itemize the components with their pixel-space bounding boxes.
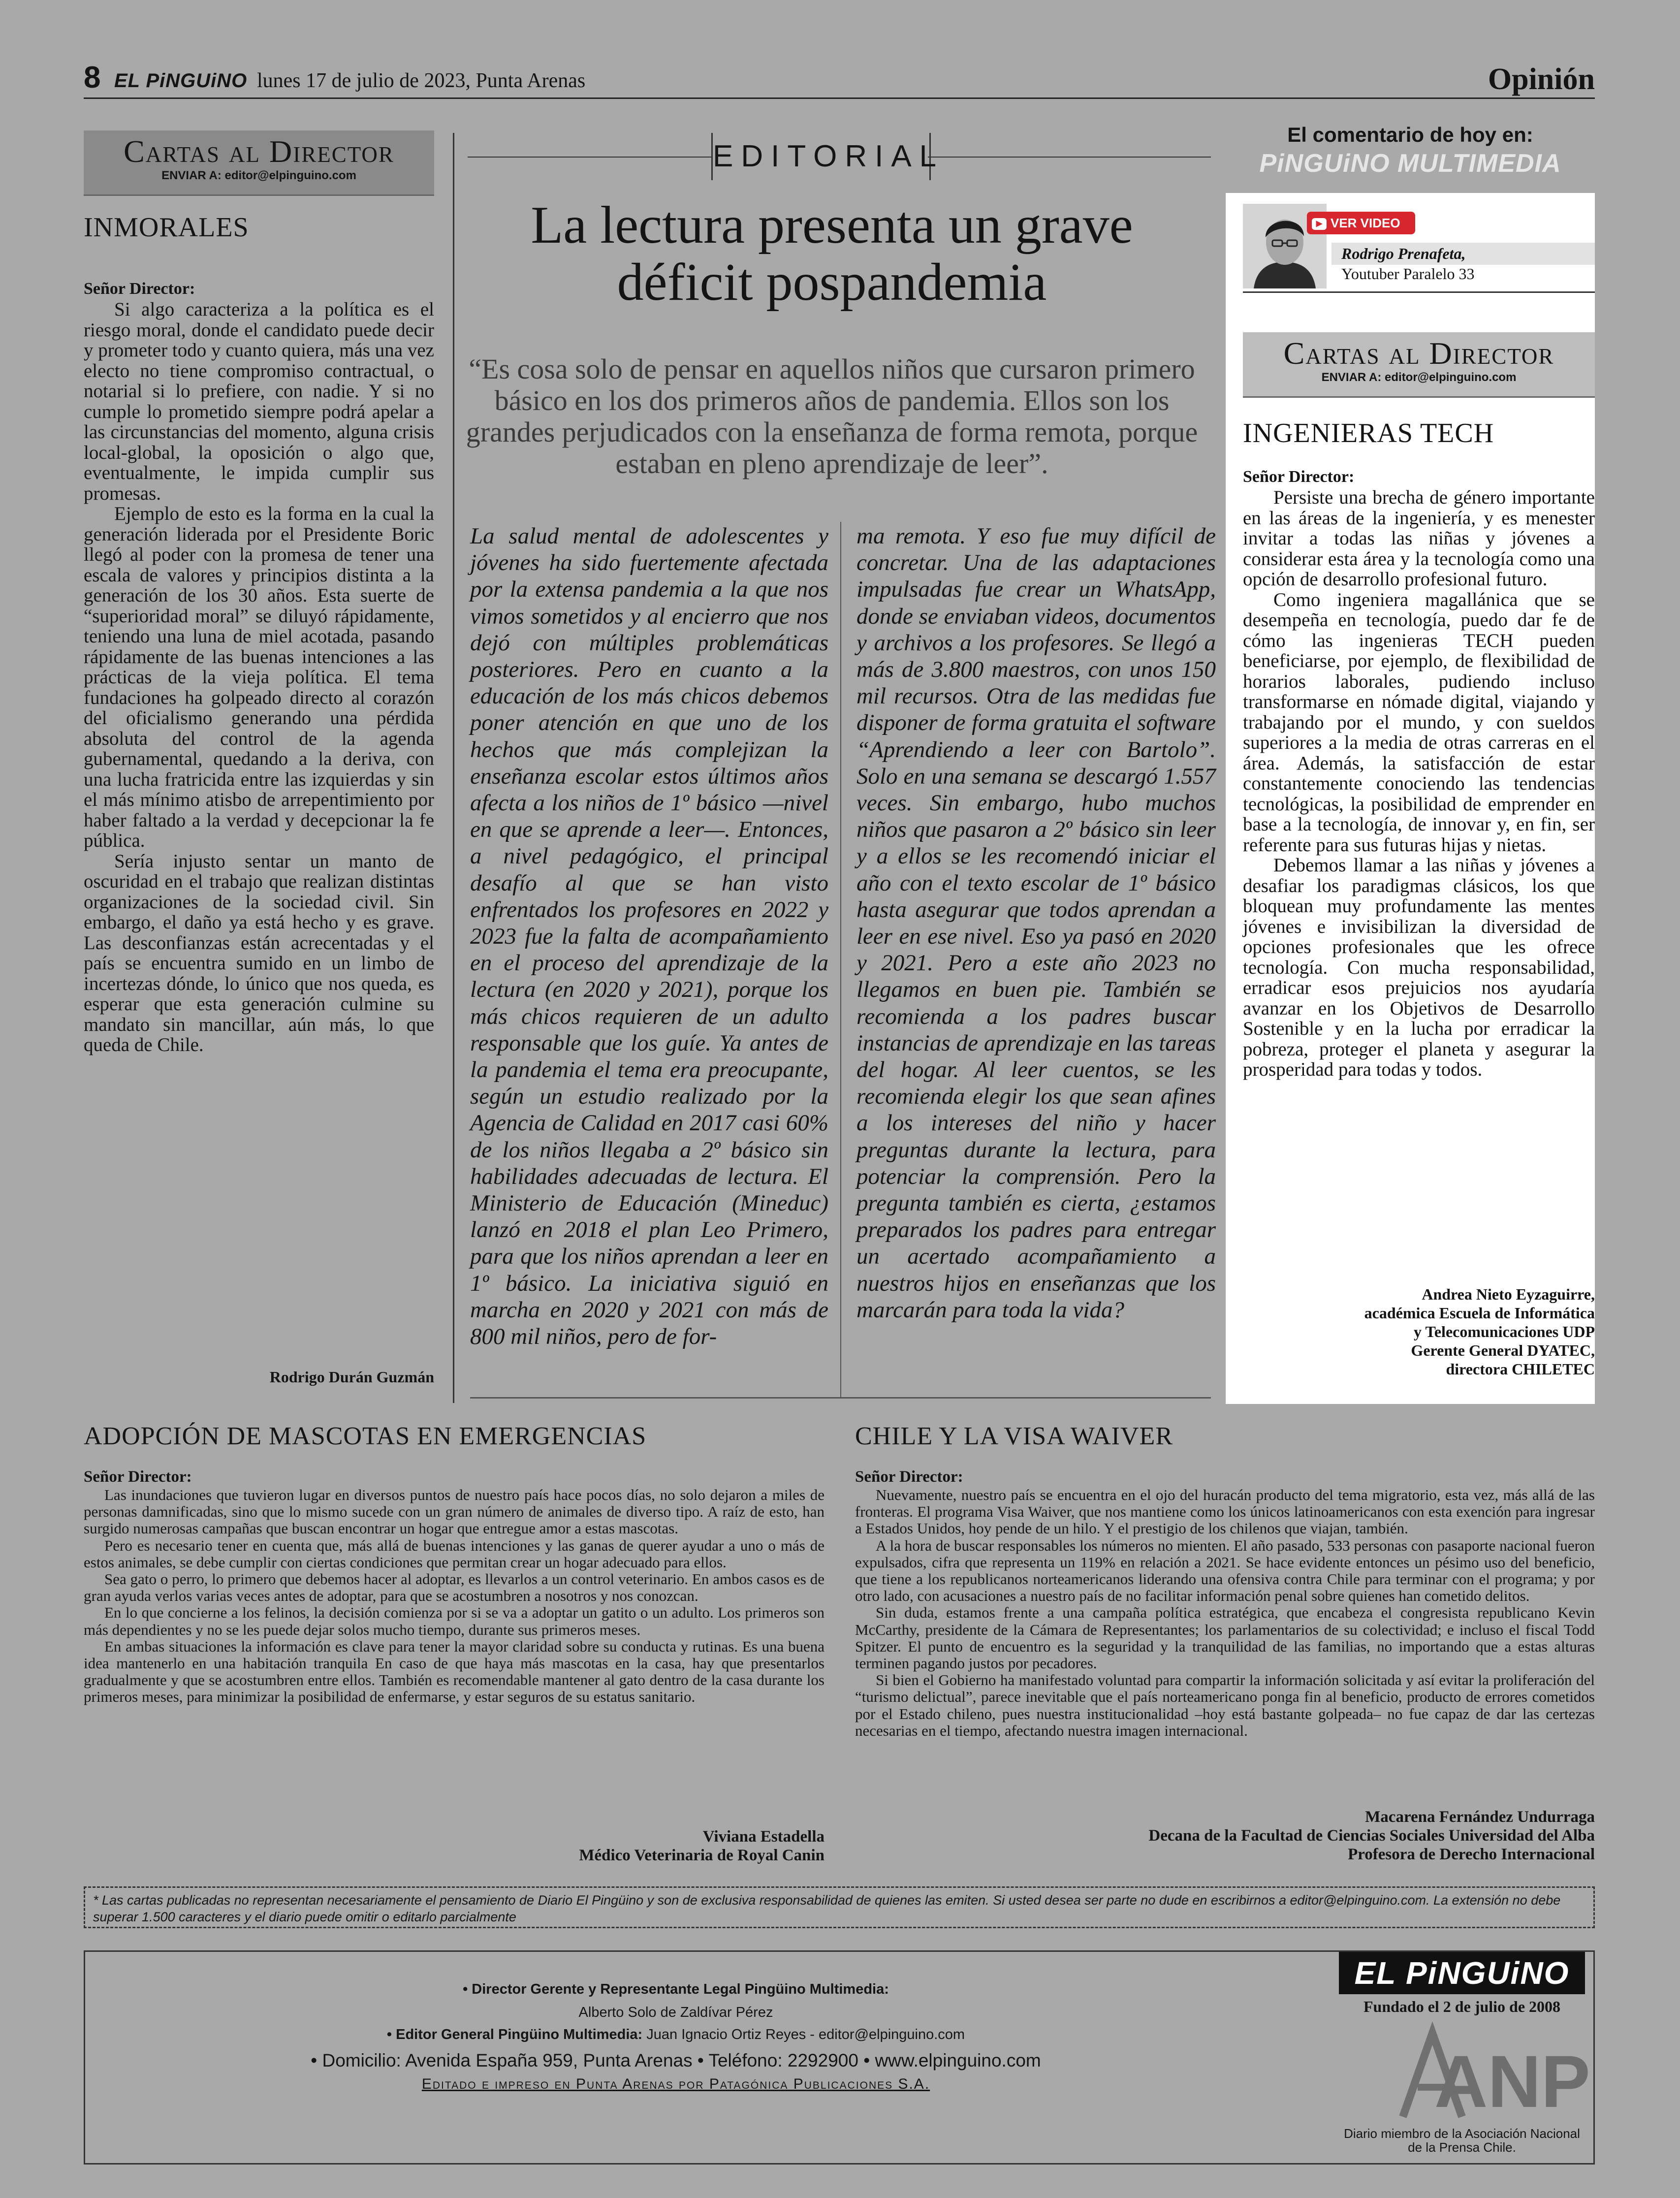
cartas-title: Cartas al Director — [124, 134, 394, 169]
letter-paragraph: Persiste una brecha de género importante en las áreas de la ingeniería, y es menester invitar a todas las niñas y jóvenes a considerar esta área y la tecnología como una opción de desarrollo profesional futuro. — [1243, 487, 1595, 590]
letter-heading: CHILE Y LA VISA WAIVER — [855, 1422, 1173, 1450]
signature-line: Andrea Nieto Eyzaguirre, — [1422, 1285, 1595, 1303]
letter-paragraph: En lo que concierne a los felinos, la decisión comienza por si se va a adoptar un gatito o un adulto. Los primeros son más dependientes y no se les puede dejar solos mucho tiempo, durante sus primeros meses. — [84, 1604, 824, 1638]
signature-line: directora CHILETEC — [1446, 1360, 1595, 1378]
letter-paragraph: Sea gato o perro, lo primero que debemos hacer al adoptar, es llevarlos a un control veterinario. En ambos casos es de gran ayuda verlos varias veces antes de adoptar, para que se acostumbren a nosotros y nos conozcan. — [84, 1570, 824, 1605]
signature-line: Viviana Estadella — [702, 1828, 824, 1846]
date-place: lunes 17 de julio de 2023, Punta Arenas — [257, 69, 586, 92]
editorial-column-2: ma remota. Y eso fue muy difícil de concretar. Una de las adaptaciones impulsadas fue crear un WhatsApp, donde se enviaban videos, documentos y archivos a los profesores. Se llegó a más de 3.800 maestros, con unos 150 mil recursos. Otra de las medidas fue disponer de forma gratuita el software “Aprendiendo a leer con Bartolo”. Solo en una semana se descargó 1.557 veces. Sin embargo, hubo muchos niños que pasaron a 2º básico sin leer y a ellos se les recomendó iniciar el año con el texto escolar de 1º básico hasta asegurar que todos aprendan a leer en ese nivel. Eso ya pasó en 2020 y 2021. Pero a este año 2023 no llegamos en buen pie. También se recomienda a los padres buscar instancias de aprendizaje en las tareas del hogar. Al leer cuentos, se les recomienda elegir los que sean afines a los intereses del niño y hacer preguntas durante la lectura, para potenciar la comprensión. Pero la pregunta también es cierta, ¿estamos preparados los padres para entregar un acertado acompañamiento a nuestros hijos en enseñanzas que los marcarán para toda la vida? — [856, 523, 1216, 1323]
letter-paragraph: Nuevamente, nuestro país se encuentra en el ojo del huracán producto del tema migratorio, esta vez, más allá de las fronteras. El programa Visa Waiver, que nos mantiene como los únicos latinoamericanos con esta exención para ingresar a Estados Unidos, hoy pende de un hilo. Y el prestigio de los chilenos que viajan, también. — [855, 1486, 1595, 1537]
letter-signature: Rodrigo Durán Guzmán — [269, 1368, 434, 1386]
letter-signature — [1243, 1285, 1595, 1378]
letter-heading: ADOPCIÓN DE MASCOTAS EN EMERGENCIAS — [84, 1422, 647, 1450]
anp-logo-icon — [1398, 2023, 1590, 2124]
video-button-label: VER VIDEO — [1331, 216, 1400, 230]
page-header — [84, 59, 1595, 99]
youtuber-role: Youtuber Paralelo 33 — [1341, 265, 1475, 283]
founded-date: Fundado el 2 de julio de 2008 — [1363, 1998, 1561, 2015]
letter-paragraph: Las inundaciones que tuvieron lugar en diversos puntos de nuestro país hace pocos días, no solo dejaron a miles de personas damnificadas, sino que lo mismo sucede con un gran número de animales de diverso tipo. A raíz de esto, han surgido numerosas campañas que buscan encontrar un hogar que entregue amor a estas mascotas. — [84, 1486, 824, 1537]
letter-salutation: Señor Director: — [1243, 468, 1355, 486]
signature-line: Profesora de Derecho Internacional — [1348, 1846, 1595, 1863]
printed-by-wrap — [85, 2076, 1267, 2093]
letter-signature — [855, 1808, 1595, 1864]
section-title: Opinión — [1488, 63, 1595, 96]
editor-credit — [85, 2027, 1267, 2043]
letter-body — [1243, 487, 1595, 1080]
signature-line: académica Escuela de Informática — [1364, 1304, 1595, 1322]
page-number: 8 — [84, 61, 101, 95]
editor-name: Juan Ignacio Ortiz Reyes - editor@elpinguino.com — [646, 2027, 965, 2042]
youtuber-name: Rodrigo Prenafeta, — [1341, 245, 1466, 262]
cartas-email: ENVIAR A: editor@elpinguino.com — [1321, 371, 1517, 384]
signature-line: Macarena Fernández Undurraga — [1365, 1808, 1595, 1826]
footer-logo: EL PiNGUiNO — [1339, 1952, 1585, 1994]
letter-heading: INMORALES — [84, 212, 249, 243]
signature-line: Médico Veterinaria de Royal Canin — [579, 1847, 824, 1864]
editorial-column-1: La salud mental de adolescentes y jóvenes ha sido fuertemente afectada por la extensa pandemia a la que nos vimos sometidos y al encierro que nos dejó con múltiples problemáticas posteriores. Pero en cuanto a la educación de los más chicos debemos poner atención en que uno de los hechos que más complejizan la enseñanza escolar estos últimos años afecta a los niños de 1º básico —nivel en que se aprende a leer—. Entonces, a nivel pedagógico, el principal desafío al que se han visto enfrentados los profesores en 2022 y 2023 fue la falta de acompañamiento en el proceso del aprendizaje de la lectura (en 2020 y 2021), porque los más chicos requieren de un adulto responsable que los guíe. Ya antes de la pandemia el tema era preocupante, según un estudio realizado por la Agencia de Calidad en 2017 casi 60% de los niños llegaba a 2º básico sin habilidades adecuadas de lectura. El Ministerio de Educación (Mineduc) lanzó en 2018 el plan Leo Primero, para que los niños aprendan a leer en 1º básico. La iniciativa siguió en marcha en 2020 y 2021 con más de 800 mil niños, pero de for- — [470, 523, 828, 1350]
letter-body — [84, 1487, 824, 1706]
signature-line: Gerente General DYATEC, — [1411, 1341, 1595, 1359]
cartas-title: Cartas al Director — [1283, 336, 1554, 371]
cartas-header-right — [1243, 332, 1595, 398]
anp-caption: Diario miembro de la Asociación Nacional de la Prensa Chile. — [1344, 2126, 1580, 2155]
letter-paragraph: Sería injusto sentar un manto de oscuridad en el trabajo que realizan distintas organizaciones de la sociedad civil. Sin embargo, el daño ya está hecho y es grave. Las desconfianzas están acrecentadas y el país se encuentra sumido en un limbo de incertezas dónde, lo único que nos queda, es esperar que esta generación culmine su mandato sin mancillar, aún más, lo que queda de Chile. — [84, 850, 434, 1055]
editorial-rule — [928, 157, 1211, 158]
director-label: • Director Gerente y Representante Legal Pingüino Multimedia: — [463, 1981, 889, 1997]
editorial-rule — [468, 157, 711, 158]
letter-paragraph: Si algo caracteriza a la política es el riesgo moral, donde el candidato puede decir y prometer todo y cuanto quiera, más una vez electo no tiene compromiso contractual, o notarial si lo prefiere, con nadie. Y si no cumple lo prometido siempre podrá apelar a las circunstancias del momento, alguna crisis local-global, la oposición o algo que, eventualmente, le impida cumplir sus promesas. — [84, 299, 434, 504]
signature-line: Decana de la Facultad de Ciencias Sociales Universidad del Alba — [1148, 1827, 1595, 1845]
watch-video-button[interactable] — [1307, 212, 1415, 234]
letter-paragraph: Ejemplo de esto es la forma en la cual la generación liderada por el Presidente Boric llegó al poder con la promesa de tener una escala de valores y principios distinta a la generación de los 30 años. Esta suerte de “superioridad moral” se diluyó rápidamente, teniendo una luna de miel acotada, pasando rápidamente de las buenas intenciones a las prácticas de la vieja política. El tema fundaciones ha golpeado directo al corazón del oficialismo generando una pérdida absoluta del control de la agenda gubernamental, quedando a la deriva, con una lucha fratricida entre las izquierdas y sin el más mínimo atisbo de arrepentimiento por haber faltado a la verdad y decepcionar la fe pública. — [84, 503, 434, 851]
editorial-headline: La lectura presenta un grave déficit pospandemia — [531, 196, 1133, 312]
letter-paragraph: Debemos llamar a las niñas y jóvenes a desafiar los paradigmas clásicos, los que bloquean muy profundamente las mentes jóvenes e invisibilizan la diversidad de opciones profesionales que les ofrece tecnología. Con mucha responsabilidad, erradicar esos prejuicios nos ayudaría avanzar en los Objetivos de Desarrollo Sostenible y en la lucha por erradicar la pobreza, proteger el planeta y asegurar la prosperidad para todas y todos. — [1243, 855, 1595, 1080]
letter-body — [855, 1487, 1595, 1739]
editorial-pull-quote: “Es cosa solo de pensar en aquellos niños que cursaron primero básico en los dos primeros años de pandemia. Ellos son los grandes perjudicados con la enseñanza de forma remota, porque estaban en pleno aprendizaje de leer”. — [466, 353, 1198, 479]
signature-line: y Telecomunicaciones UDP — [1414, 1323, 1595, 1340]
letter-signature — [84, 1827, 824, 1865]
address-line: • Domicilio: Avenida España 959, Punta Arenas • Teléfono: 2292900 • www.elpinguino.com — [311, 2050, 1041, 2071]
multimedia-brand: PiNGUiNO MULTIMEDIA — [1259, 149, 1561, 178]
editorial-label: EDITORIAL — [711, 133, 931, 180]
letter-salutation: Señor Director: — [84, 280, 195, 298]
anp-letters: ANP — [1434, 2040, 1590, 2123]
anp-logo — [1398, 2023, 1590, 2127]
multimedia-heading: El comentario de hoy en: — [1287, 123, 1533, 146]
column-divider — [840, 522, 841, 1398]
masthead-logo: EL PiNGUiNO — [114, 70, 248, 92]
letter-paragraph: Pero es necesario tener en cuenta que, más allá de buenas intenciones y las ganas de querer ayudar a uno o más de estos animales, se debe cumplir con ciertas condiciones que permitan crear un hogar adecuado para ellos. — [84, 1536, 824, 1571]
editorial-bottom-rule — [470, 1397, 1211, 1399]
disclaimer: * Las cartas publicadas no representan necesariamente el pensamiento de Diario El Pingüino y son de exclusiva responsabilidad de quienes las emiten. Si usted desea ser parte no dude en escribirnos a editor@elpinguino.com. La extensión no debe superar 1.500 caracteres y el diario puede omitir o editarlo parcialmente — [84, 1886, 1595, 1928]
letter-paragraph: En ambas situaciones la información es clave para tener la mayor claridad sobre su conducta y rutinas. Es una buena idea mantenerlo en una habitación tranquila En caso de que haya más mascotas en la casa, hay que presentarlos gradualmente y que se acostumbren entre ellos. También es recomendable mantener al gato dentro de la casa durante los primeros meses, para minimizar la posibilidad de enfermarse, y estar seguros de su estatus sanitario. — [84, 1637, 824, 1706]
letter-paragraph: Si bien el Gobierno ha manifestado voluntad para compartir la información solicitada y así evitar la proliferación del “turismo delictual”, parece inevitable que el país norteamericano ponga fin al beneficio, producto de errores cometidos por el Estado chileno, pues nuestra institucionalidad –hoy está bastante golpeada– no fue capaz de dar las certezas necesarias en el tiempo, afectando nuestra imagen internacional. — [855, 1671, 1595, 1739]
editor-label: • Editor General Pingüino Multimedia: — [386, 2027, 643, 2042]
printed-by: Editado e impreso en Punta Arenas por Patagónica Publicaciones S.A. — [421, 2076, 930, 2092]
cartas-header-left — [84, 130, 434, 196]
play-icon: ▶ — [1312, 218, 1327, 230]
letter-body — [84, 299, 434, 1055]
column-divider — [453, 133, 454, 1403]
letter-salutation: Señor Director: — [855, 1468, 963, 1486]
letter-salutation: Señor Director: — [84, 1468, 192, 1486]
cartas-email: ENVIAR A: editor@elpinguino.com — [161, 169, 356, 183]
letter-heading: INGENIERAS TECH — [1243, 418, 1494, 448]
panel-rule — [1243, 291, 1595, 293]
letter-paragraph: Como ingeniera magallánica que se desempeña en tecnología, puedo dar fe de cómo las ingenieras TECH pueden beneficiarse, por ejemplo, de flexibilidad de horarios laborales, pudiendo incluso transformarse en nómade digital, viajando y trabajando por el mundo, y con sueldos superiores a la media de otras carreras en el área. Además, la satisfacción de estar constantemente conociendo las tendencias tecnológicas, la posibilidad de emprender en base a la tecnología, de innovar y, en fin, ser referente para sus futuras hijas y nietas. — [1243, 589, 1595, 856]
letter-paragraph: Sin duda, estamos frente a una campaña política estratégica, que encabeza el congresista republicano Kevin McCarthy, presidente de la Cámara de Representantes; los parlamentarios de su colectividad; e incluso el fiscal Todd Spitzer. El punto de encuentro es la seguridad y la tranquilidad de las familias, no importando que a estas alturas terminen pagando justos por pecadores. — [855, 1604, 1595, 1672]
letter-paragraph: A la hora de buscar responsables los números no mienten. El año pasado, 533 personas con pasaporte nacional fueron expulsados, cifra que representa un 119% en relación a 2021. Se hace evidente entonces un pésimo uso del beneficio, que tiene a los republicanos norteamericanos liderando una ofensiva contra Chile para terminar con el programa; y por otro lado, con acusaciones a nuestro país de no facilitar información penal sobre quienes han cometido delitos. — [855, 1536, 1595, 1605]
director-name: Alberto Solo de Zaldívar Pérez — [578, 2005, 773, 2020]
